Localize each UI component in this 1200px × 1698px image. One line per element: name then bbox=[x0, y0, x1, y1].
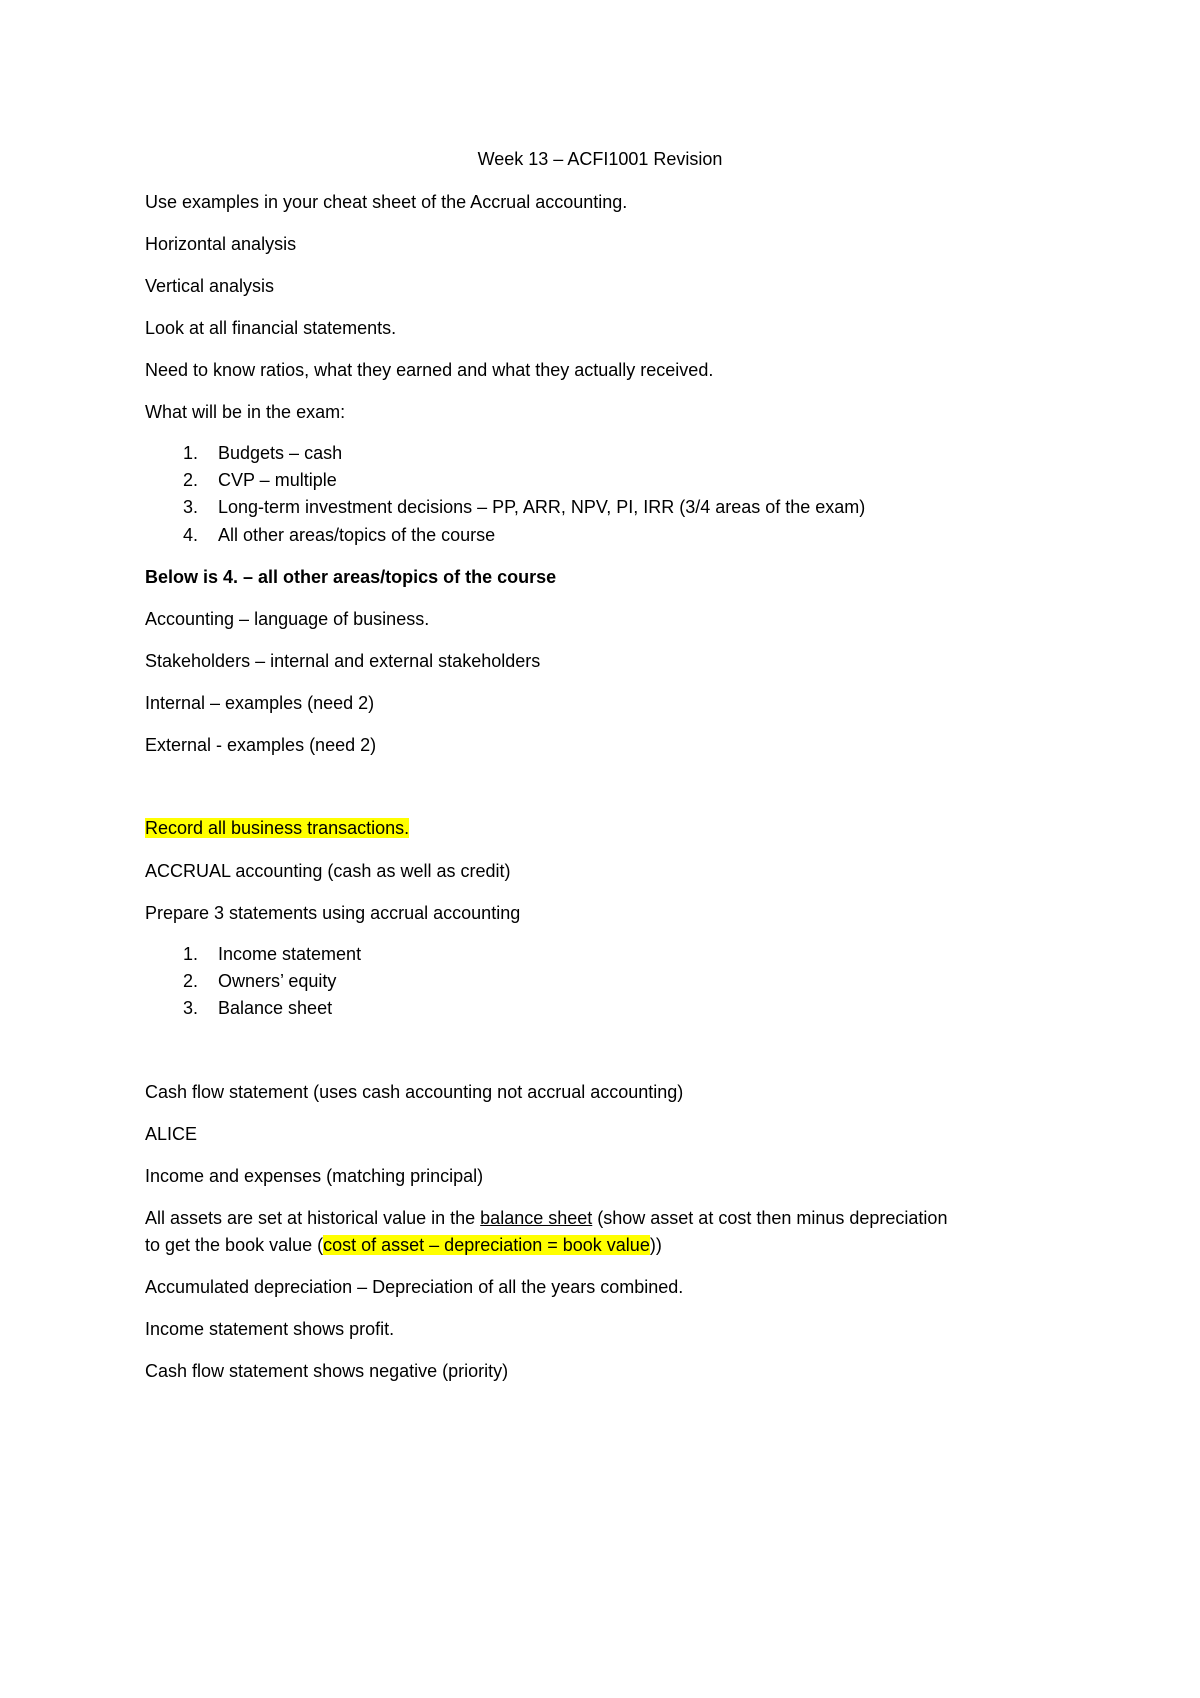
assets-text: ( bbox=[317, 1235, 324, 1255]
list-number: 2. bbox=[183, 470, 199, 490]
assets-text: ) bbox=[655, 1235, 662, 1255]
list-text: Budgets – cash bbox=[218, 443, 343, 463]
section-line: Internal – examples (need 2) bbox=[145, 693, 375, 713]
body-line: Income and expenses (matching principal) bbox=[145, 1166, 484, 1186]
body-line: Cash flow statement shows negative (priority) bbox=[145, 1361, 509, 1381]
exam-list-item bbox=[145, 467, 337, 493]
list-number: 1. bbox=[183, 944, 199, 964]
intro-line: Look at all financial statements. bbox=[145, 318, 397, 338]
list-number: 3. bbox=[183, 497, 199, 517]
list-text: Long-term investment decisions – PP, ARR, NPV, PI, IRR (3/4 areas of the exam) bbox=[218, 497, 866, 517]
list-text: Income statement bbox=[218, 944, 362, 964]
assets-paragraph-line-2 bbox=[145, 1232, 662, 1258]
assets-text: (show asset at cost then minus depreciation bbox=[592, 1208, 948, 1228]
exam-list-item bbox=[145, 494, 865, 520]
page-title: Week 13 – ACFI1001 Revision bbox=[477, 149, 723, 169]
intro-line: What will be in the exam: bbox=[145, 402, 346, 422]
body-line: Accumulated depreciation – Depreciation of all the years combined. bbox=[145, 1277, 684, 1297]
list-number: 3. bbox=[183, 998, 199, 1018]
list-number: 4. bbox=[183, 525, 199, 545]
book-value-formula-highlight: cost of asset – depreciation = book value bbox=[323, 1235, 650, 1255]
balance-sheet-underlined: balance sheet bbox=[480, 1208, 593, 1228]
highlighted-line bbox=[145, 815, 409, 841]
list-number: 2. bbox=[183, 971, 199, 991]
section-line: Accounting – language of business. bbox=[145, 609, 430, 629]
list-number: 1. bbox=[183, 443, 199, 463]
highlight-text: Record all business transactions. bbox=[145, 818, 410, 838]
assets-text: All assets are set at historical value in the bbox=[145, 1208, 481, 1228]
intro-line: Use examples in your cheat sheet of the Accrual accounting. bbox=[145, 192, 628, 212]
list-text: Balance sheet bbox=[218, 998, 333, 1018]
section-heading: Below is 4. – all other areas/topics of the course bbox=[145, 567, 557, 587]
section-line: Stakeholders – internal and external stakeholders bbox=[145, 651, 541, 671]
accrual-line: ACCRUAL accounting (cash as well as credit) bbox=[145, 861, 511, 881]
assets-text: to get the book value bbox=[145, 1235, 318, 1255]
accrual-line: Prepare 3 statements using accrual accounting bbox=[145, 903, 521, 923]
body-line: Income statement shows profit. bbox=[145, 1319, 395, 1339]
intro-line: Vertical analysis bbox=[145, 276, 275, 296]
body-line: Cash flow statement (uses cash accounting not accrual accounting) bbox=[145, 1082, 684, 1102]
exam-list-item bbox=[145, 440, 342, 466]
exam-list-item bbox=[145, 522, 495, 548]
statements-list-item bbox=[145, 941, 361, 967]
assets-paragraph-line-1 bbox=[145, 1205, 947, 1231]
assets-text: ) bbox=[649, 1235, 656, 1255]
intro-line: Need to know ratios, what they earned and what they actually received. bbox=[145, 360, 714, 380]
statements-list-item bbox=[145, 968, 336, 994]
list-text: All other areas/topics of the course bbox=[218, 525, 496, 545]
section-line: External - examples (need 2) bbox=[145, 735, 377, 755]
body-line: ALICE bbox=[145, 1124, 198, 1144]
intro-line: Horizontal analysis bbox=[145, 234, 297, 254]
statements-list-item bbox=[145, 995, 332, 1021]
list-text: CVP – multiple bbox=[218, 470, 337, 490]
list-text: Owners’ equity bbox=[218, 971, 337, 991]
